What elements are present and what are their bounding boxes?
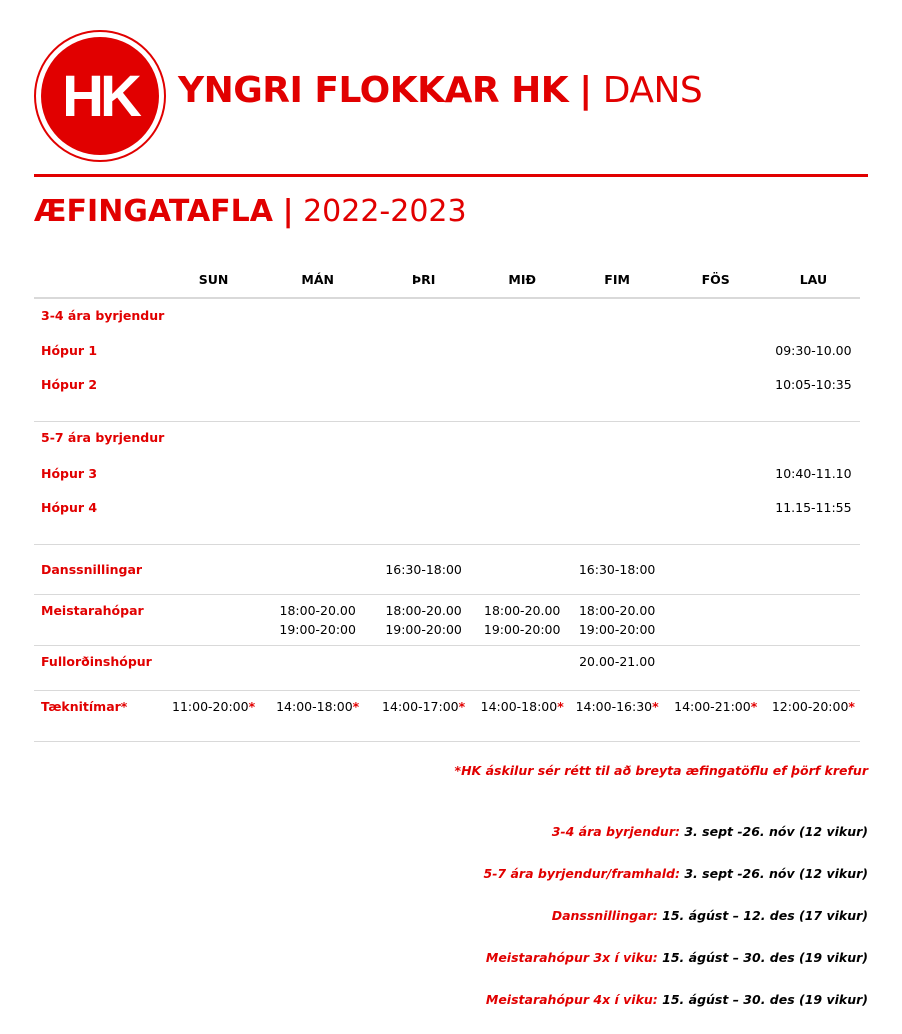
time-cell — [372, 690, 474, 741]
group-label: Hópur 2 — [34, 369, 164, 421]
time-value: 11:00-20:00 — [172, 698, 249, 714]
period-item — [484, 992, 868, 1034]
time-value: 12:00-20:00 — [771, 698, 849, 714]
group-label: 3-4 ára byrjendur — [41, 307, 165, 323]
group-label: Danssnillingar — [34, 544, 164, 594]
group-label: Hópur 3 — [41, 465, 98, 481]
day-header: MÁN — [263, 262, 373, 298]
time-cell: 09:30-10.00 — [775, 342, 852, 358]
table-row — [34, 690, 860, 741]
header-label-col — [34, 262, 164, 298]
schedule-title-sep: | — [282, 194, 294, 229]
time-line: 18:00-20.00 — [484, 602, 561, 618]
period-label: Meistarahópur 4x í viku: — [485, 992, 658, 1007]
group-label: Hópur 1 — [41, 342, 98, 358]
period-label: Meistarahópur 3x í viku: — [485, 950, 658, 965]
period-label: 3-4 ára byrjendur: — [551, 824, 680, 839]
footnote: *HK áskilur sér rétt til að breyta æfingatöflu ef þörf krefur — [454, 763, 868, 778]
day-header: FIM — [570, 262, 665, 298]
time-cell: 10:05-10:35 — [767, 369, 860, 421]
asterisk: * — [557, 698, 564, 714]
day-header: ÞRI — [372, 262, 474, 298]
table-row — [34, 544, 860, 594]
schedule-table — [34, 262, 860, 742]
period-label: 5-7 ára byrjendur/framhald: — [483, 866, 680, 881]
schedule-title — [34, 194, 467, 229]
header-title-light: DANS — [602, 70, 703, 111]
asterisk: * — [352, 698, 360, 714]
time-cell: 16:30-18:00 — [570, 544, 665, 594]
time-cell — [475, 594, 570, 645]
group-label: Hópur 4 — [34, 492, 164, 544]
time-line: 18:00-20.00 — [385, 602, 462, 618]
time-line: 19:00-20:00 — [578, 621, 656, 637]
time-value: 14:00-21:00 — [674, 698, 751, 714]
time-cell — [475, 690, 570, 741]
day-header: MIÐ — [475, 262, 570, 298]
table-row — [34, 369, 860, 421]
time-line: 18:00-20.00 — [578, 602, 656, 618]
table-row — [34, 594, 860, 645]
group-label: Meistarahópar — [34, 594, 164, 645]
table-row — [34, 298, 860, 331]
hk-logo — [34, 30, 166, 162]
group-label: 5-7 ára byrjendur — [41, 430, 165, 446]
time-value: 14:00-17:00 — [382, 698, 459, 714]
asterisk: * — [750, 698, 758, 714]
table-row — [34, 454, 860, 492]
asterisk: * — [848, 698, 855, 714]
asterisk: * — [458, 698, 466, 714]
time-cell: 16:30-18:00 — [372, 544, 474, 594]
time-cell: 20.00-21.00 — [570, 645, 665, 690]
time-line: 19:00-20:00 — [385, 621, 462, 637]
time-cell — [372, 594, 474, 645]
period-list — [484, 824, 868, 1034]
time-cell — [263, 690, 373, 741]
period-item — [484, 866, 868, 908]
time-cell — [164, 690, 263, 741]
day-header: LAU — [767, 262, 860, 298]
period-item — [484, 950, 868, 992]
time-value: 14:00-18:00 — [276, 698, 353, 714]
period-label: Danssnillingar: — [551, 908, 658, 923]
group-label: Fullorðinshópur — [34, 645, 164, 690]
schedule-title-year: 2022-2023 — [303, 194, 467, 229]
group-label: Tæknitímar* — [34, 690, 164, 741]
table-row — [34, 421, 860, 454]
time-line: 19:00-20:00 — [279, 621, 356, 637]
table-row — [34, 492, 860, 544]
time-cell — [570, 690, 665, 741]
period-item — [484, 824, 868, 866]
asterisk: * — [248, 698, 256, 714]
table-row — [34, 331, 860, 369]
period-value: 15. ágúst – 30. des (19 vikur) — [657, 992, 868, 1007]
time-line: 18:00-20.00 — [279, 602, 356, 618]
time-cell — [767, 690, 860, 741]
period-value: 3. sept -26. nóv (12 vikur) — [680, 866, 868, 881]
time-cell — [570, 594, 665, 645]
header-divider — [34, 174, 868, 177]
time-cell — [263, 594, 373, 645]
schedule-title-bold: ÆFINGATAFLA — [34, 194, 274, 229]
period-item — [484, 908, 868, 950]
asterisk: * — [652, 698, 659, 714]
page-header-title — [178, 70, 702, 111]
logo-text: HK — [62, 64, 138, 129]
period-value: 15. ágúst – 30. des (19 vikur) — [657, 950, 868, 965]
day-header: SUN — [164, 262, 263, 298]
time-cell: 10:40-11.10 — [775, 465, 852, 481]
time-cell: 11.15-11:55 — [767, 492, 860, 544]
table-header-row — [34, 262, 860, 298]
period-value: 15. ágúst – 12. des (17 vikur) — [657, 908, 868, 923]
header-title-sep: | — [579, 70, 592, 111]
time-line: 19:00-20:00 — [483, 621, 561, 637]
time-value: 14:00-16:30 — [575, 698, 653, 714]
time-cell — [665, 690, 767, 741]
day-header: FÖS — [665, 262, 767, 298]
period-value: 3. sept -26. nóv (12 vikur) — [680, 824, 868, 839]
time-value: 14:00-18:00 — [480, 698, 558, 714]
table-row — [34, 645, 860, 690]
header-title-bold: YNGRI FLOKKAR HK — [178, 70, 569, 111]
